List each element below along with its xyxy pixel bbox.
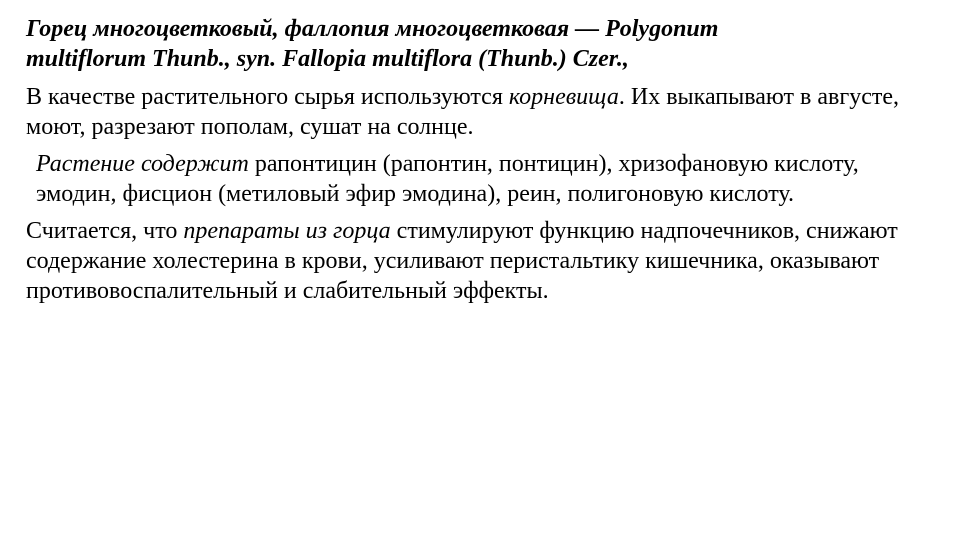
title-line-2: multiflorum Thunb., syn. Fallopia multiflora (Thunb.) Czer., <box>26 46 629 72</box>
paragraph-italic-term: препараты из горца <box>183 218 391 244</box>
paragraph-effects <box>26 216 936 306</box>
paragraph-text: . Их выкапывают в августе, моют, разрезают пополам, сушат на солнце. <box>26 84 899 140</box>
title-line-1: Горец многоцветковый, фаллопия многоцветковая — Polygonum <box>26 16 719 42</box>
paragraph-raw-material <box>26 82 936 142</box>
slide-content <box>26 14 936 313</box>
slide-title <box>26 14 936 74</box>
paragraph-text: В качестве растительного сырья используются <box>26 84 509 110</box>
paragraph-italic-term: корневища <box>508 84 619 110</box>
paragraph-text: рапонтицин (рапонтин, понтицин), хризофановую кислоту, эмодин, фисцион (метиловый эфир эмодина), реин, полигоновую кислоту. <box>36 151 859 207</box>
paragraph-italic-term: Растение содержит <box>36 151 249 177</box>
paragraph-text: стимулируют функцию надпочечников, снижают содержание холестерина в крови, усиливают перистальтику кишечника, оказывают противовоспалительный и слабительный эффекты. <box>26 218 898 304</box>
paragraph-text: Считается, что <box>26 218 184 244</box>
paragraph-composition <box>26 149 936 209</box>
